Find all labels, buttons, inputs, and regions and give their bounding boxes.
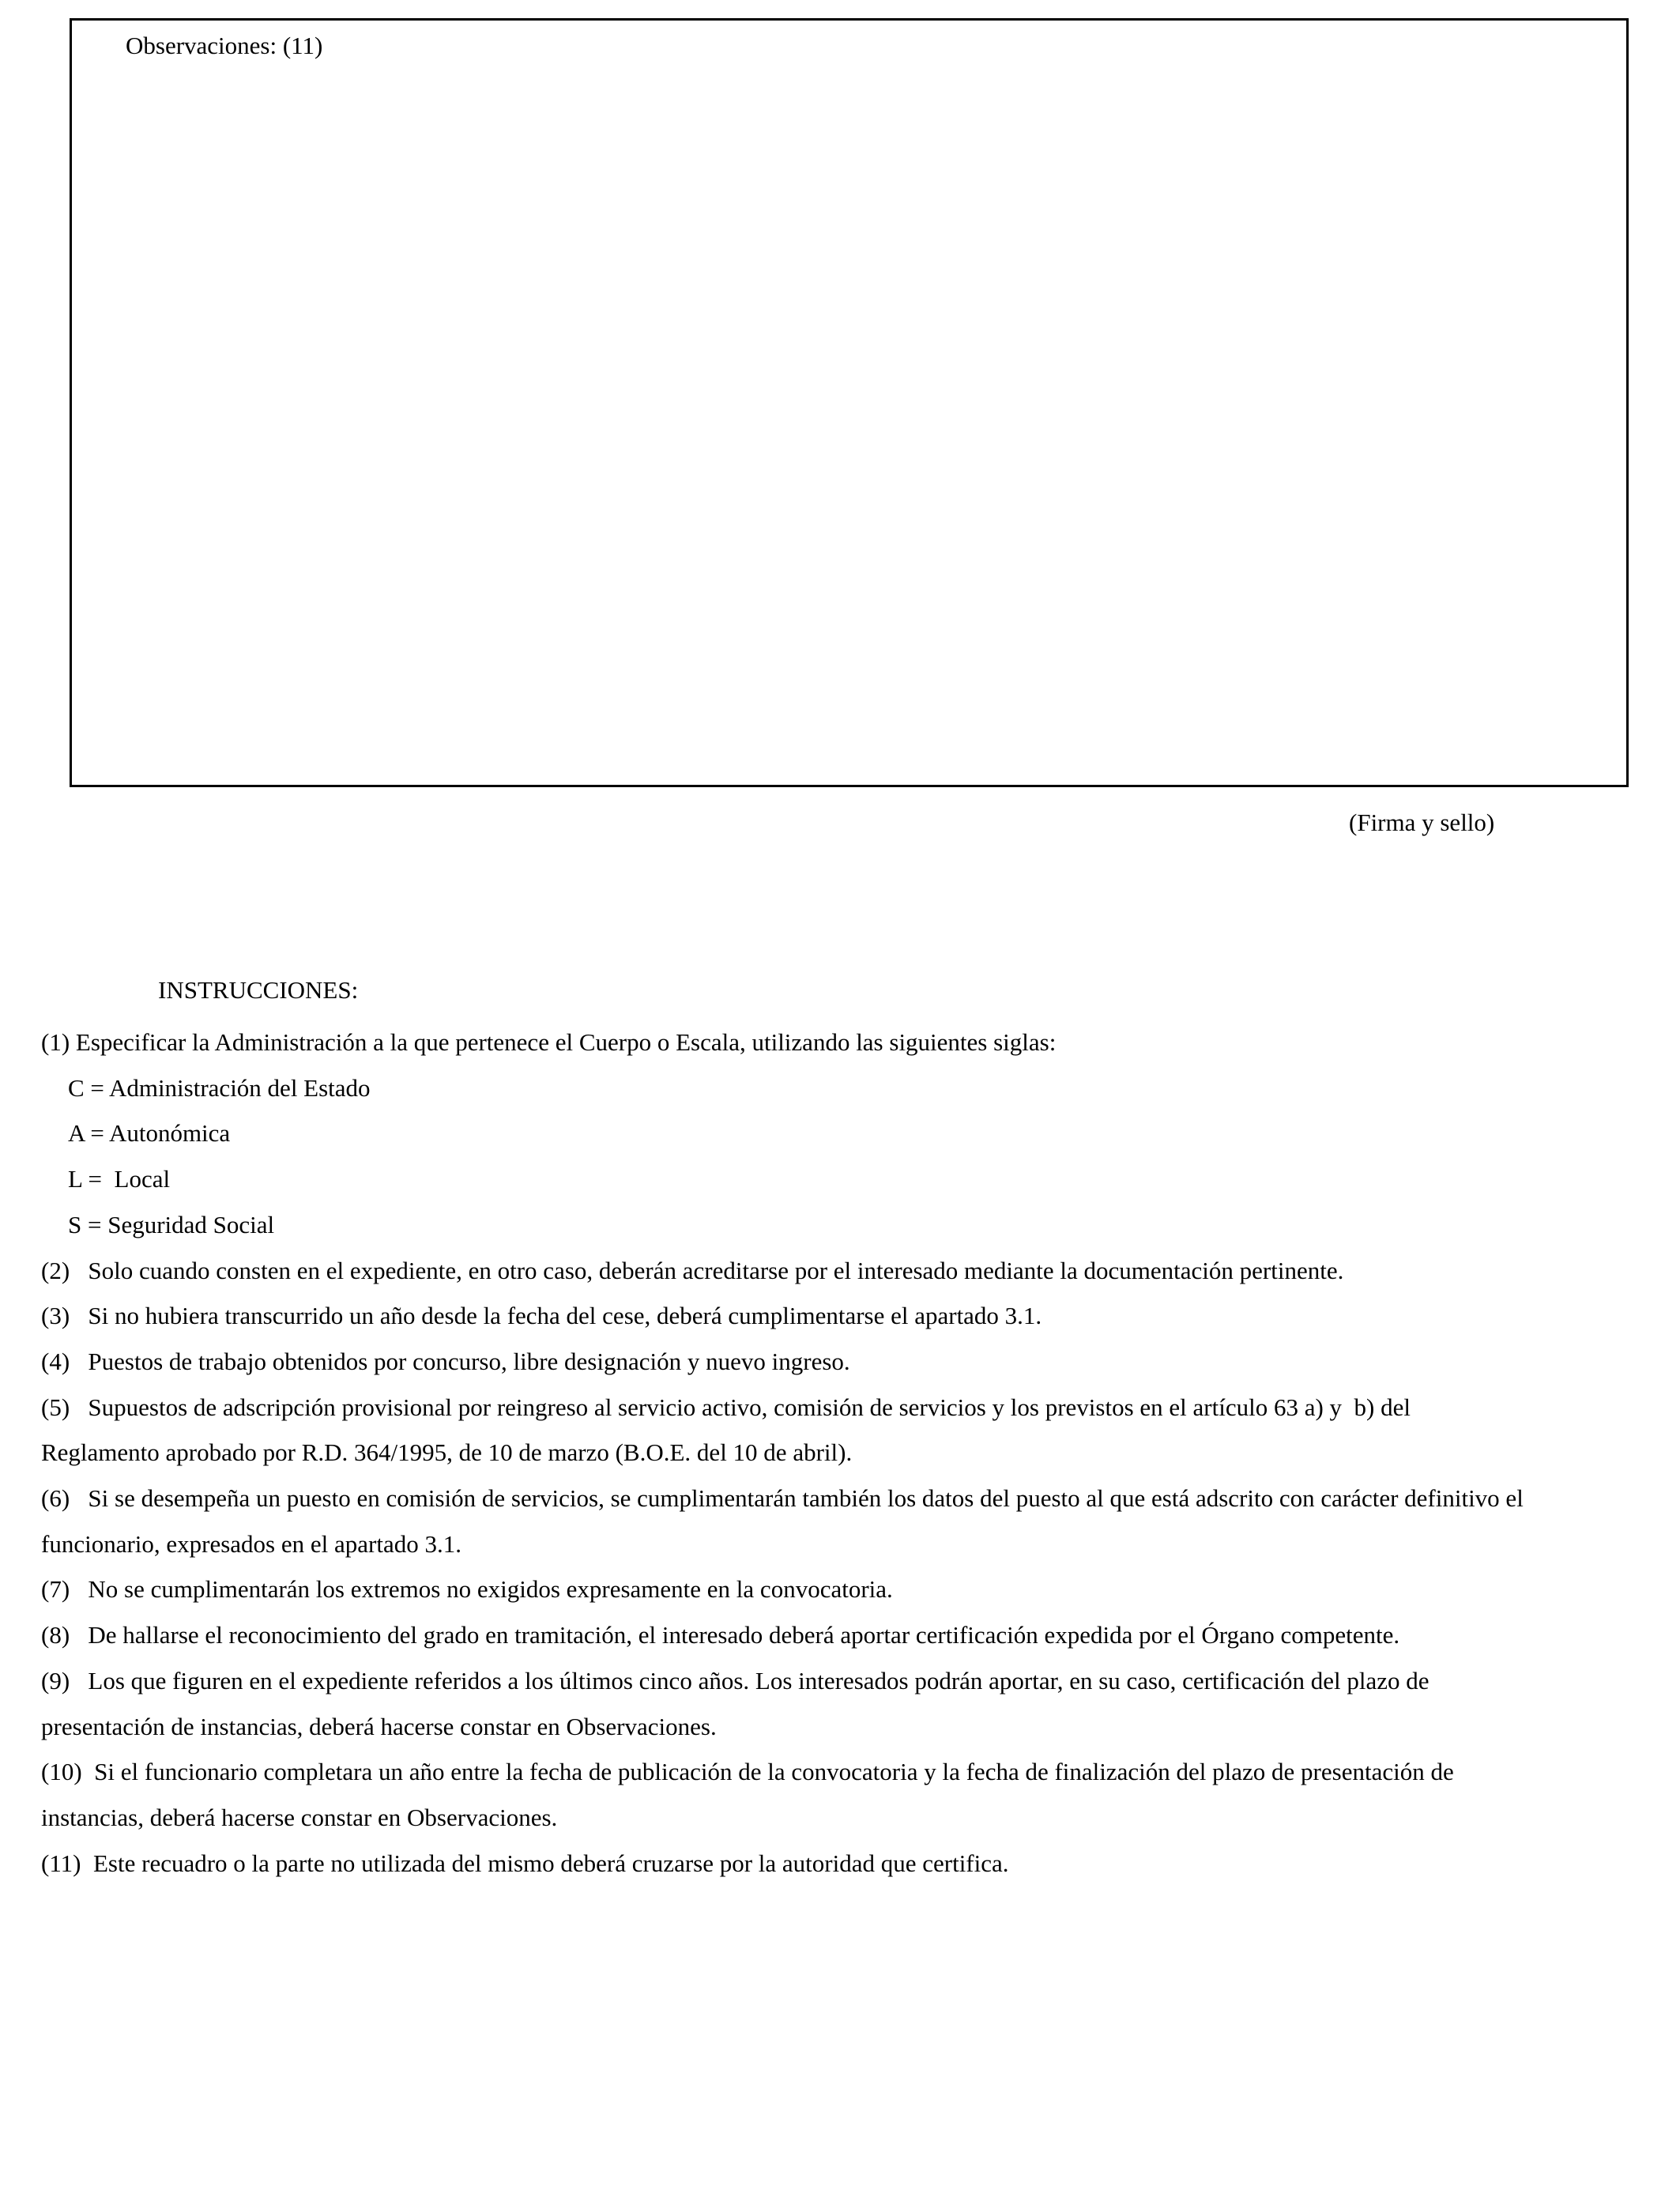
instruction-item-10-continued: instancias, deberá hacerse constar en Observaciones.	[41, 1803, 558, 1831]
instruction-item-8: (8) De hallarse el reconocimiento del grado en tramitación, el interesado deberá aportar certificación expedida por el Órgano competente.	[41, 1621, 1400, 1649]
instruction-item-9-continued: presentación de instancias, deberá hacerse constar en Observaciones.	[41, 1712, 717, 1740]
instruction-item-7: (7) No se cumplimentarán los extremos no exigidos expresamente en la convocatoria.	[41, 1575, 893, 1604]
instruction-item-5-continued: Reglamento aprobado por R.D. 364/1995, de 10 de marzo (B.O.E. del 10 de abril).	[41, 1438, 853, 1467]
instruction-item-4: (4) Puestos de trabajo obtenidos por concurso, libre designación y nuevo ingreso.	[41, 1347, 850, 1375]
instruction-item-5: (5) Supuestos de adscripción provisional por reingreso al servicio activo, comisión de servicios y los previstos en el artículo 63 a) y b) del	[41, 1393, 1411, 1421]
observations-box[interactable]	[70, 18, 1629, 787]
instruction-item-11: (11) Este recuadro o la parte no utilizada del mismo deberá cruzarse por la autoridad que certifica.	[41, 1849, 1009, 1877]
instructions-title: INSTRUCCIONES:	[158, 976, 359, 1004]
instruction-item-3: (3) Si no hubiera transcurrido un año desde la fecha del cese, deberá cumplimentarse el apartado 3.1.	[41, 1302, 1042, 1330]
instruction-item-1: (1) Especificar la Administración a la que pertenece el Cuerpo o Escala, utilizando las siguientes siglas:	[41, 1028, 1057, 1056]
signature-label: (Firma y sello)	[1349, 809, 1495, 836]
acronym-l: L = Local	[68, 1165, 171, 1193]
instruction-item-2: (2) Solo cuando consten en el expediente, en otro caso, deberán acreditarse por el interesado mediante la documentación pertinente.	[41, 1256, 1344, 1284]
acronym-s: S = Seguridad Social	[68, 1210, 275, 1238]
instruction-item-6-continued: funcionario, expresados en el apartado 3.1.	[41, 1529, 461, 1558]
observations-label: Observaciones: (11)	[126, 32, 323, 59]
acronym-a: A = Autonómica	[68, 1119, 231, 1148]
instructions-list	[41, 1020, 1637, 1886]
instruction-item-10: (10) Si el funcionario completara un año entre la fecha de publicación de la convocatoria y la fecha de finalización del plazo de presentación de	[41, 1758, 1454, 1786]
acronym-c: C = Administración del Estado	[68, 1073, 371, 1102]
instruction-item-9: (9) Los que figuren en el expediente referidos a los últimos cinco años. Los interesados podrán aportar, en su caso, certificación del plazo de	[41, 1666, 1430, 1695]
instruction-item-6: (6) Si se desempeña un puesto en comisión de servicios, se cumplimentarán también los datos del puesto al que está adscrito con carácter definitivo el	[41, 1484, 1524, 1513]
